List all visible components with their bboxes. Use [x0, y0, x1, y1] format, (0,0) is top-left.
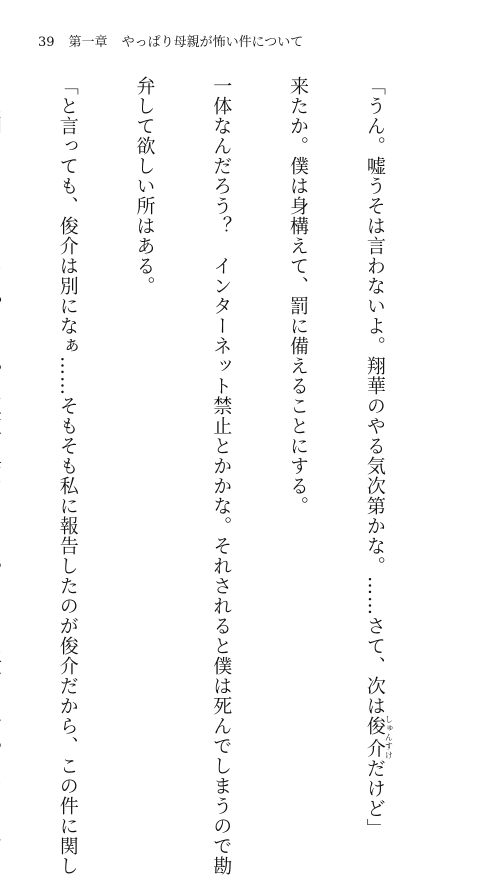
chapter-label: 第一章 — [68, 35, 108, 50]
text-line: 「と言っても、俊介は別になぁ……そもそも私に報告したのが俊介だから、この件に関し — [56, 76, 79, 876]
text-line: 来たか。僕は身構えて、罰に備えることにする。 — [287, 76, 310, 516]
furigana-reading: しゅんすけ — [384, 714, 394, 760]
running-header — [38, 31, 303, 51]
text-line: 弁して欲しい所はある。 — [133, 76, 156, 296]
page-number: 39 — [38, 35, 55, 50]
text-line: 一体なんだろう？ インターネット禁止とかかな。それされると僕は死んでしまうので勘 — [210, 76, 233, 876]
text-line: 「うん。嘘うそは言わないよ。翔華のやる気次第かな。……さて、次は俊介しゅんすけだけど」 — [363, 76, 394, 839]
vertical-text-body — [44, 76, 444, 876]
furigana-ruby: 俊介しゅんすけ — [363, 714, 394, 760]
text-line — [0, 76, 3, 696]
chapter-title: やっぱり母親が怖い件について — [121, 35, 304, 50]
